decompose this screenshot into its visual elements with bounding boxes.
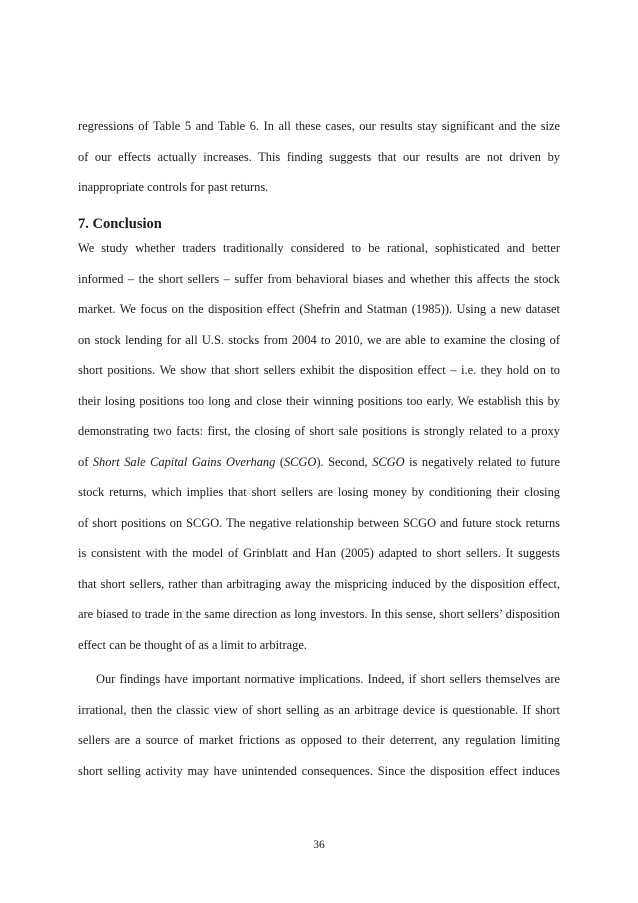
body-text-line: Our findings have important normative implications. Indeed, if short sellers themselves are <box>96 672 560 686</box>
body-text-line: on stock lending for all U.S. stocks from 2004 to 2010, we are able to examine the closing of <box>78 333 560 347</box>
body-text-line: effect can be thought of as a limit to arbitrage. <box>78 638 307 652</box>
body-text-line: sellers are a source of market frictions as opposed to their deterrent, any regulation limiting <box>78 733 560 747</box>
body-text-line: short selling activity may have unintended consequences. Since the disposition effect induces <box>78 764 560 778</box>
body-text-line: of our effects actually increases. This finding suggests that our results are not driven by <box>78 150 560 164</box>
text-fragment: ( <box>275 455 284 469</box>
page-number: 36 <box>313 839 325 851</box>
section-heading: 7. Conclusion <box>78 216 162 232</box>
body-text-line: inappropriate controls for past returns. <box>78 180 269 194</box>
body-text-line: demonstrating two facts: first, the closing of short sale positions is strongly related to a proxy <box>78 424 560 438</box>
body-text-line: irrational, then the classic view of short selling as an arbitrage device is questionable. If short <box>78 703 560 717</box>
body-text-line: is consistent with the model of Grinblatt and Han (2005) adapted to short sellers. It suggests <box>78 546 560 560</box>
body-text-line: regressions of Table 5 and Table 6. In all these cases, our results stay significant and the size <box>78 119 560 133</box>
body-text-line: market. We focus on the disposition effect (Shefrin and Statman (1985)). Using a new dataset <box>78 302 560 316</box>
body-text-line: stock returns, which implies that short sellers are losing money by conditioning their closing <box>78 485 560 499</box>
body-text-line: of short positions on SCGO. The negative relationship between SCGO and future stock returns <box>78 516 560 530</box>
text-fragment: is negatively related to future <box>404 455 561 469</box>
body-text-line: We study whether traders traditionally considered to be rational, sophisticated and better <box>78 241 560 255</box>
italic-abbreviation: SCGO <box>283 455 317 469</box>
italic-term: Short Sale Capital Gains Overhang <box>92 455 276 469</box>
body-text-line: short positions. We show that short sellers exhibit the disposition effect – i.e. they hold on to <box>78 363 560 377</box>
body-text-line-with-terms <box>78 454 560 470</box>
body-text-line: are biased to trade in the same direction as long investors. In this sense, short sellers’ disposition <box>78 607 560 621</box>
body-text-line: that short sellers, rather than arbitraging away the mispricing induced by the disposition effect, <box>78 577 560 591</box>
body-text-line: informed – the short sellers – suffer from behavioral biases and whether this affects the stock <box>78 272 560 286</box>
body-text-line: their losing positions too long and close their winning positions too early. We establish this by <box>78 394 560 408</box>
italic-abbreviation: SCGO <box>372 455 405 469</box>
text-fragment: ). Second, <box>316 455 373 469</box>
text-fragment: of <box>78 455 93 469</box>
